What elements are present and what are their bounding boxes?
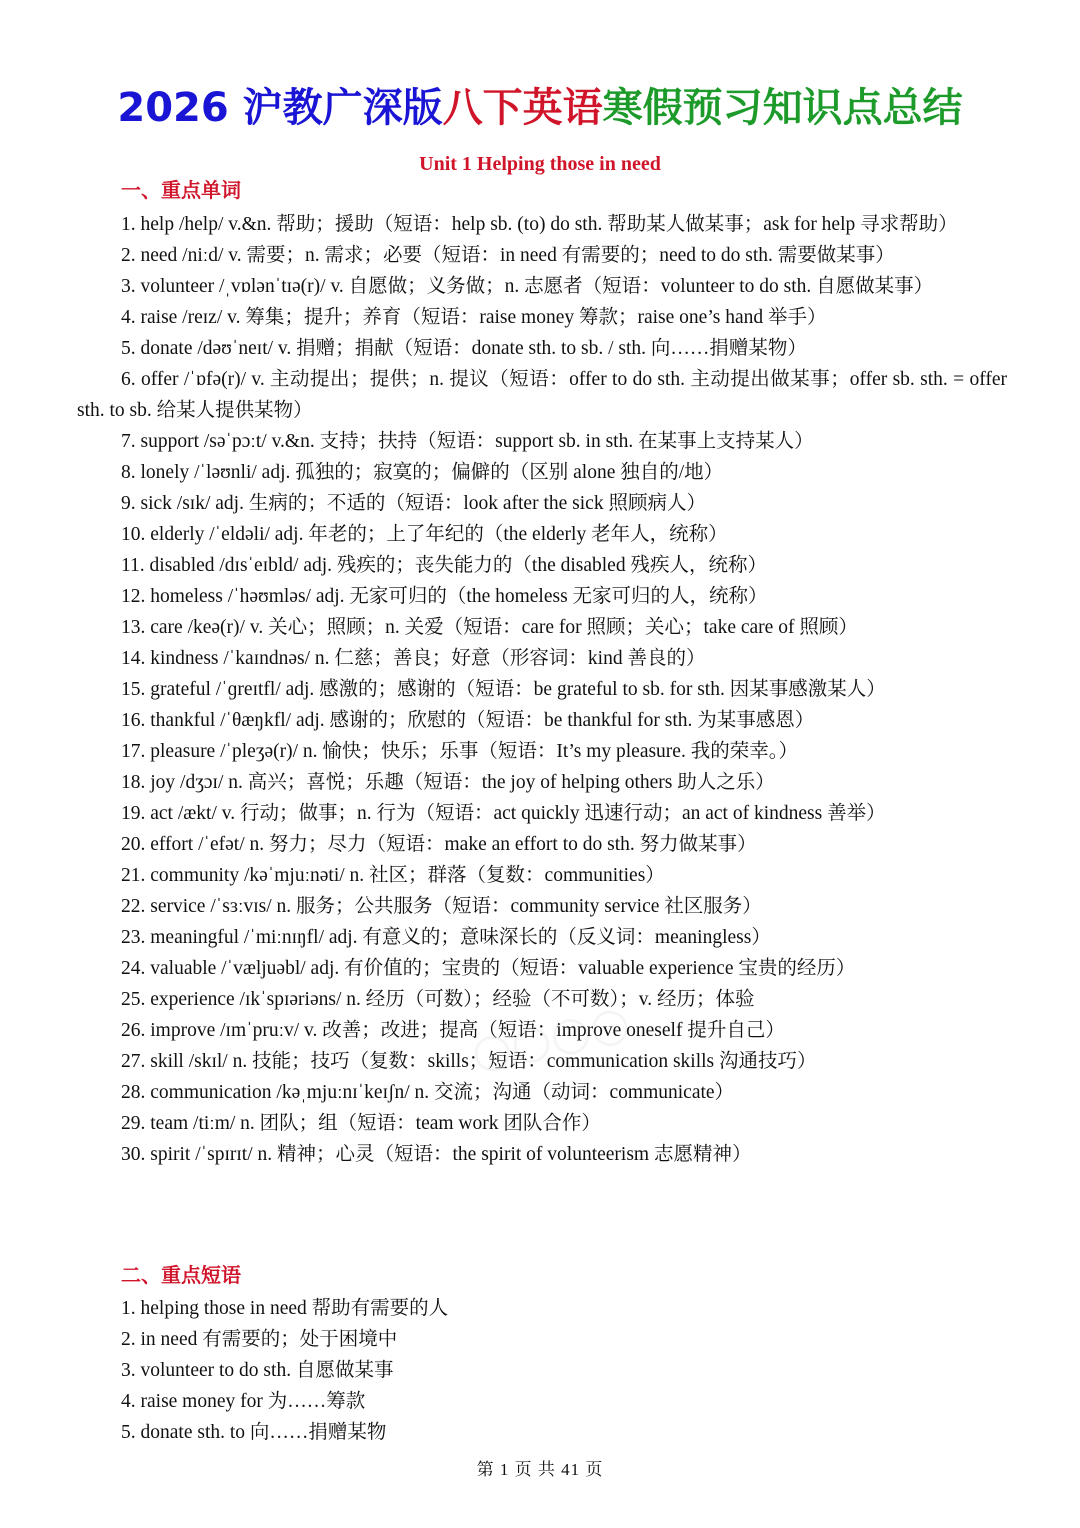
list-item: 26. improve /ɪmˈpruːv/ v. 改善；改进；提高（短语：improve oneself 提升自己） xyxy=(121,1020,785,1041)
page-number-footer: 第 1 页 共 41 页 xyxy=(476,1460,604,1479)
list-item: 10. elderly /ˈeldəli/ adj. 年老的；上了年纪的（the elderly 老年人，统称） xyxy=(121,524,728,545)
list-item: 28. communication /kəˌmjuːnɪˈkeɪʃn/ n. 交流；沟通（动词：communicate） xyxy=(121,1082,735,1103)
list-item: 4. raise /reɪz/ v. 筹集；提升；养育（短语：raise money 筹款；raise one’s hand 举手） xyxy=(121,307,827,328)
list-item: 16. thankful /ˈθæŋkfl/ adj. 感谢的；欣慰的（短语：be thankful for sth. 为某事感恩） xyxy=(121,710,815,731)
unit-heading: Unit 1 Helping those in need xyxy=(419,153,661,175)
list-item: 13. care /keə(r)/ v. 关心；照顾；n. 关爱（短语：care for 照顾；关心；take care of 照顾） xyxy=(121,617,858,638)
list-item: 5. donate /dəʊˈneɪt/ v. 捐赠；捐献（短语：donate sth. to sb. / sth. 向……捐赠某物） xyxy=(121,338,807,359)
section-heading-phrases: 二、重点短语 xyxy=(121,1265,241,1287)
list-item: 18. joy /dʒɔɪ/ n. 高兴；喜悦；乐趣（短语：the joy of helping others 助人之乐） xyxy=(121,772,775,793)
list-item: 29. team /tiːm/ n. 团队；组（短语：team work 团队合作） xyxy=(121,1113,601,1134)
list-item: 9. sick /sɪk/ adj. 生病的；不适的（短语：look after the sick 照顾病人） xyxy=(121,493,706,514)
list-item: 6. offer /ˈɒfə(r)/ v. 主动提出；提供；n. 提议（短语：offer to do sth. 主动提出做某事；offer sb. sth. = offer sth. to sb. 给某人提供某物） xyxy=(77,369,1007,421)
list-item: 3. volunteer to do sth. 自愿做某事 xyxy=(121,1360,394,1381)
list-item: 27. skill /skɪl/ n. 技能；技巧（复数：skills；短语：communication skills 沟通技巧） xyxy=(121,1051,817,1072)
list-item: 24. valuable /ˈvæljuəbl/ adj. 有价值的；宝贵的（短语：valuable experience 宝贵的经历） xyxy=(121,958,856,979)
list-item: 11. disabled /dɪsˈeɪbld/ adj. 残疾的；丧失能力的（the disabled 残疾人，统称） xyxy=(121,555,767,576)
section-heading-vocabulary: 一、重点单词 xyxy=(121,180,241,202)
watermark: ○○○○ xyxy=(466,993,635,1081)
list-item: 2. in need 有需要的；处于困境中 xyxy=(121,1329,398,1350)
list-item: 20. effort /ˈefət/ n. 努力；尽力（短语：make an effort to do sth. 努力做某事） xyxy=(121,834,757,855)
list-item: 7. support /səˈpɔːt/ v.&n. 支持；扶持（短语：support sb. in sth. 在某事上支持某人） xyxy=(121,431,814,452)
list-item: 21. community /kəˈmjuːnəti/ n. 社区；群落（复数：communities） xyxy=(121,865,665,886)
title-part-subject: 八下英语 xyxy=(442,85,603,131)
title-part-topic: 寒假预习知识点总结 xyxy=(602,85,963,131)
page-title xyxy=(0,80,1080,136)
list-item: 30. spirit /ˈspɪrɪt/ n. 精神；心灵（短语：the spirit of volunteerism 志愿精神） xyxy=(121,1144,752,1165)
list-item: 1. helping those in need 帮助有需要的人 xyxy=(121,1298,449,1319)
list-item: 12. homeless /ˈhəʊmləs/ adj. 无家可归的（the homeless 无家可归的人，统称） xyxy=(121,586,768,607)
list-item: 2. need /niːd/ v. 需要；n. 需求；必要（短语：in need 有需要的；need to do sth. 需要做某事） xyxy=(121,245,895,266)
title-part-year: 2026 沪教广深版 xyxy=(117,85,443,131)
list-item: 15. grateful /ˈɡreɪtfl/ adj. 感激的；感谢的（短语：be grateful to sb. for sth. 因某事感激某人） xyxy=(121,679,886,700)
list-item: 8. lonely /ˈləʊnli/ adj. 孤独的；寂寞的；偏僻的（区别 alone 独自的/地） xyxy=(121,462,724,483)
phrase-list xyxy=(77,1293,1007,1448)
list-item: 14. kindness /ˈkaɪndnəs/ n. 仁慈；善良；好意（形容词：kind 善良的） xyxy=(121,648,706,669)
list-item: 22. service /ˈsɜːvɪs/ n. 服务；公共服务（短语：community service 社区服务） xyxy=(121,896,762,917)
list-item: 4. raise money for 为……筹款 xyxy=(121,1391,366,1412)
list-item: 23. meaningful /ˈmiːnɪŋfl/ adj. 有意义的；意味深长的（反义词：meaningless） xyxy=(121,927,771,948)
list-item: 3. volunteer /ˌvɒlənˈtɪə(r)/ v. 自愿做；义务做；n. 志愿者（短语：volunteer to do sth. 自愿做某事） xyxy=(121,276,934,297)
list-item: 5. donate sth. to 向……捐赠某物 xyxy=(121,1422,387,1443)
list-item: 1. help /help/ v.&n. 帮助；援助（短语：help sb. (to) do sth. 帮助某人做某事；ask for help 寻求帮助） xyxy=(121,214,958,235)
list-item: 17. pleasure /ˈpleʒə(r)/ n. 愉快；快乐；乐事（短语：It’s my pleasure. 我的荣幸。） xyxy=(121,741,798,762)
list-item: 19. act /ækt/ v. 行动；做事；n. 行为（短语：act quickly 迅速行动；an act of kindness 善举） xyxy=(121,803,886,824)
list-item: 25. experience /ɪkˈspɪəriəns/ n. 经历（可数）；经验（不可数）；v. 经历；体验 xyxy=(121,989,755,1010)
